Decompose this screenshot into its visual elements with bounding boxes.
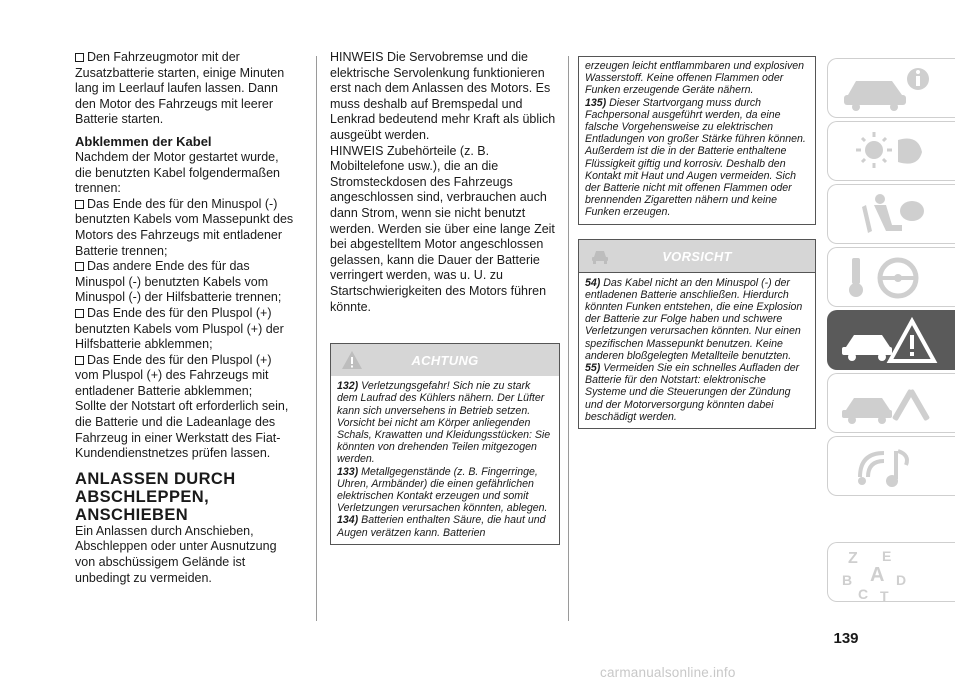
warning-item xyxy=(585,97,809,219)
list-item: Das Ende des für den Minuspol (-) benutzten Kabels vom Massepunkt des Motors des Fahrzeugs mit entladener Batterie trennen; xyxy=(75,197,297,259)
index-letter: Z xyxy=(848,550,858,567)
car-info-icon xyxy=(840,65,940,113)
page-number: 139 xyxy=(833,630,859,647)
warning-number: 135) xyxy=(585,96,607,109)
maintenance-tools-icon xyxy=(840,380,940,428)
index-letter: B xyxy=(842,572,853,588)
key-steering-icon xyxy=(840,254,940,302)
sidebar-tab-dashboard[interactable] xyxy=(827,121,955,181)
warning-item xyxy=(337,514,553,538)
column-divider xyxy=(568,56,569,621)
intro-paragraph: Den Fahrzeugmotor mit der Zusatzbatterie starten, einige Minuten lang im Leerlauf laufen lassen. Dann den Motor des Fahrzeugs mit leerer Batterie starten. xyxy=(75,50,297,128)
sidebar-tab-safety[interactable] xyxy=(827,184,955,244)
vorsicht-box xyxy=(578,239,816,429)
emergency-car-icon xyxy=(840,317,940,365)
sidebar-tab-emergency[interactable] xyxy=(827,310,955,370)
note-servo: HINWEIS Die Servobremse und die elektrische Servolenkung funktionieren erst nach dem Anlassen des Motors. Es muss deshalb auf Bremspedal und Lenkrad bedeutend mehr Kraft als üblich ausgeübt werden. xyxy=(330,50,556,142)
watermark: carmanualsonline.info xyxy=(600,665,736,680)
sidebar-tab-index[interactable] xyxy=(827,542,955,602)
emergency-start-paragraph: Sollte der Notstart oft erforderlich sein, die Batterie und die Ladeanlage des Fahrzeug in einer Werkstatt des Fiat-Kundendienstnetzes prüfen lassen. xyxy=(75,399,289,461)
achtung-header xyxy=(331,344,559,376)
note-accessories: HINWEIS Zubehörteile (z. B. Mobiltelefone usw.), die an die Stromsteckdosen des Fahrzeugs angeschlossen sind, verbrauchen auch dann Strom, wenn sie nicht benutzt werden. Werden sie über eine lange Zeit bei abgestelltem Motor angeschlossen gelassen, kann die Dauer der Batterie verringert werden, was u. U. zu Startschwierigkeiten des Motors führen könnte. xyxy=(330,143,555,314)
index-letter: E xyxy=(882,548,892,564)
warning-number: 132) xyxy=(337,380,359,393)
column-divider xyxy=(316,56,317,621)
warning-text: Metallgegenstände (z. B. Fingerringe, Uhren, Armbänder) die einen gefährlichen elektrischen Kontakt erzeugen und somit Verletzungen verursachen könnten, ablegen. xyxy=(337,465,548,515)
achtung-box xyxy=(330,343,560,545)
vorsicht-body xyxy=(579,273,815,428)
index-letter: A xyxy=(870,564,885,586)
caution-text: Vermeiden Sie ein schnelles Aufladen der Batterie für den Notstart: elektronische Systeme und die Steuerungen der Zündung und der Motorversorgung könnten dabei beschädigt werden. xyxy=(585,362,800,423)
vorsicht-title: VORSICHT xyxy=(662,248,732,264)
caution-number: 54) xyxy=(585,276,601,289)
warning-number: 134) xyxy=(337,514,359,527)
warning-number: 133) xyxy=(337,465,359,478)
index-letter: D xyxy=(896,572,907,588)
list-item: Das Ende des für den Pluspol (+) benutzten Kabels vom Pluspol (+) der Hilfsbatterie abklemmen; xyxy=(75,306,297,353)
warning-text: Verletzungsgefahr! Sich nie zu stark dem Laufrad des Kühlers nähern. Der Lüfter kann sich unversehens in Betrieb setzen. Vorsicht bei nicht am Körper anliegenden Schals, Krawatten und Kleidungsstücken: Sie könnten von drehenden Teilen mitgezogen werden. xyxy=(337,380,551,466)
disconnect-paragraph: Nachdem der Motor gestartet wurde, die benutzten Kabel folgendermaßen trennen: xyxy=(75,149,281,196)
alphabet-index-icon xyxy=(840,545,940,603)
multimedia-icon xyxy=(840,443,940,491)
index-letter: T xyxy=(880,588,889,603)
tow-start-paragraph: Ein Anlassen durch Anschieben, Abschleppen oder unter Ausnutzung von abschüssigem Gelände ist unbedingt zu vermeiden. xyxy=(75,523,277,585)
warning-item xyxy=(337,466,553,515)
list-item: Das andere Ende des für das Minuspol (-) benutzten Kabels vom Minuspol (-) der Hilfsbatterie trennen; xyxy=(75,259,297,306)
sidebar-tab-multimedia[interactable] xyxy=(827,436,955,496)
caution-item xyxy=(585,362,809,423)
achtung-continued-box xyxy=(578,56,816,225)
airbag-seat-icon xyxy=(840,191,940,239)
warning-text: Batterien enthalten Säure, die haut und Augen verätzen kann. Batterien xyxy=(337,514,546,539)
caution-text: Das Kabel nicht an den Minuspol (-) der entladenen Batterie anschließen. Hierdurch könnten Funken entstehen, die eine Explosion der Batterie zur Folge haben und schwere Verletzungen verursachen könnten. Nur einen spezifischen Massepunkt benutzen. Keine anderen bloßgelegten Metallteile benutzten. xyxy=(585,276,803,362)
achtung-body xyxy=(331,376,559,544)
heading-tow-start: ANLASSEN DURCH ABSCHLEPPEN, ANSCHIEBEN xyxy=(75,469,236,524)
sidebar-tab-maintenance[interactable] xyxy=(827,373,955,433)
heading-disconnect-cables: Abklemmen der Kabel xyxy=(75,133,212,149)
warning-text: Dieser Startvorgang muss durch Fachpersonal ausgeführt werden, da eine falsche Vorgehensweise zu elektrischen Entladungen von großer Stärke führen können. Außerdem ist die in der Batterie enthaltene Flüssigkeit giftig und korrosiv. Deshalb den Kontakt mit Haut und Augen vermeiden. Sich der Batterie nicht mit offenen Flammen oder brennenden Zigaretten nähern und keine Funken erzeugen. xyxy=(585,96,806,219)
sidebar-tab-car-info[interactable] xyxy=(827,58,955,118)
dashboard-lights-icon xyxy=(840,128,940,176)
vorsicht-header xyxy=(579,240,815,273)
column-right xyxy=(578,56,816,429)
column-middle xyxy=(330,50,560,545)
warning-continued-text: erzeugen leicht entflammbaren und explosiven Wasserstoff. Keine offenen Flammen oder Funken erzeugende Geräte nähern. xyxy=(585,60,805,97)
caution-number: 55) xyxy=(585,362,601,375)
achtung-continued-body xyxy=(579,57,815,224)
list-item: Das Ende des für den Pluspol (+) vom Pluspol (+) des Fahrzeugs mit entladener Batterie abklemmen; xyxy=(75,353,297,400)
warning-item xyxy=(337,380,553,465)
caution-item xyxy=(585,277,809,362)
column-left xyxy=(75,50,297,586)
achtung-title: ACHTUNG xyxy=(411,353,479,369)
index-letter: C xyxy=(858,586,869,602)
sidebar-tab-driving[interactable] xyxy=(827,247,955,307)
